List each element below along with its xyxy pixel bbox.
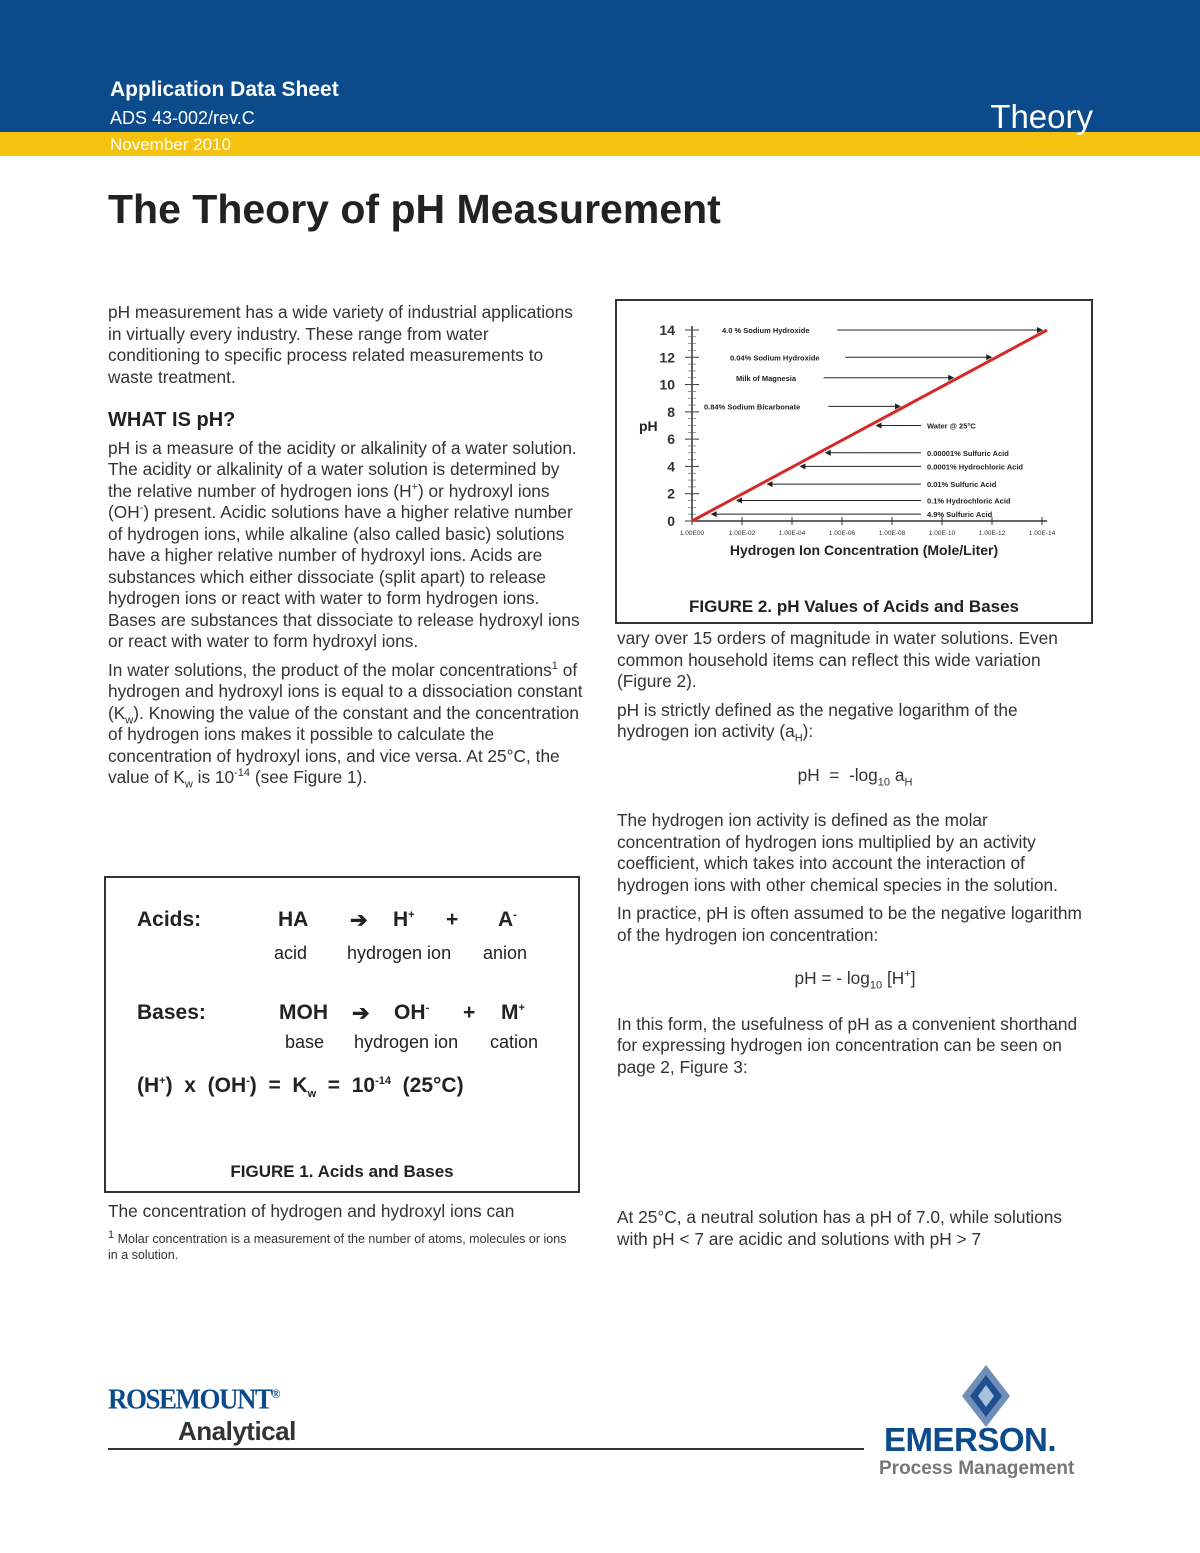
text-run: pH = - log [794,968,870,988]
emerson-logo-text: EMERSON. [884,1421,1057,1458]
annotation-label: 0.84% Sodium Bicarbonate [704,402,801,412]
equation-ph-activity [617,765,1093,787]
hydrogen-ion-caption: hydrogen ion [347,943,452,963]
superscript: -14 [234,767,251,780]
text-run: OH [394,1001,426,1024]
superscript: - [425,1002,430,1014]
acids-anion [498,908,517,932]
superscript: - [246,1075,250,1087]
figure2-caption: FIGURE 2. pH Values of Acids and Bases [688,597,1020,616]
text-run: ) or hydroxyl ions (OH [108,480,550,522]
text-run: H [393,908,409,931]
superscript: + [411,480,418,493]
annotation-label: 0.00001% Sulfuric Acid [927,448,1009,458]
plus-sign: + [463,1001,476,1024]
x-tick-label: 1.00E-14 [1028,530,1056,537]
subscript: w [184,778,193,791]
right-paragraph-1: vary over 15 orders of magnitude in water solutions. Even common household items can reflect this wide variation (Figure 2). [617,628,1058,691]
subscript: w [125,713,134,726]
annotation-label: 4.9% Sulfuric Acid [927,510,993,520]
left-column [108,302,584,796]
right-column [617,628,1093,1085]
acids-ha: HA [278,908,309,931]
y-tick-label: 0 [667,513,675,529]
acid-caption: acid [274,943,308,963]
y-axis-label: pH [639,418,658,434]
text-run: ] [910,968,916,988]
subscript: H [794,732,803,745]
y-tick-label: 14 [659,322,675,338]
text-run: (H [137,1074,160,1097]
bases-oh-ion [394,1001,429,1025]
figure-ph-chart [615,299,1093,624]
text-run: (25°C) [391,1074,464,1097]
annotation-label: Milk of Magnesia [736,373,797,383]
annotation-label: 0.0001% Hydrochloric Acid [927,462,1024,472]
acids-label: Acids: [137,908,202,931]
text-run: A [498,908,514,931]
text-run: ) x (OH [165,1074,247,1097]
what-is-ph-paragraph [108,438,584,653]
emerson-emblem-icon [960,1363,1012,1429]
rosemount-logo [108,1383,279,1416]
analytical-logo-text: Analytical [178,1416,296,1446]
right-paragraph-6: At 25°C, a neutral solution has a pH of 7.0, while solutions with pH < 7 are acidic and solutions with pH > 7 [617,1207,1062,1249]
right-paragraph-4: In practice, pH is often assumed to be the negative logarithm of the hydrogen ion concentration: [617,903,1082,945]
annotation-label: Water @ 25°C [927,421,976,431]
superscript: - [513,909,517,921]
equation-ph-concentration [617,968,1093,990]
x-tick-label: 1.00E-04 [778,530,806,537]
x-tick-label: 1.00E-12 [978,530,1006,537]
x-tick-label: 1.00E-02 [728,530,756,537]
bases-moh: MOH [279,1001,328,1024]
footnote-mark: 1 [108,1228,115,1241]
y-tick-label: 10 [659,376,675,393]
y-tick-label: 8 [667,403,675,420]
registered-mark: ® [271,1386,279,1402]
superscript: + [159,1075,166,1087]
footer-divider [108,1448,864,1450]
x-tick-label: 1.00E-06 [828,530,856,537]
process-management-text: Process Management [879,1458,1075,1479]
section-heading-what-is-ph: WHAT IS pH? [108,409,236,431]
x-tick-label: 1.00E-10 [928,530,956,537]
page-title: The Theory of pH Measurement [108,186,721,232]
bases-cation [501,1001,525,1025]
text-run: In water solutions, the product of the molar concentrations [108,659,552,680]
ph-chart-svg [617,301,1091,593]
right-paragraph-5: In this form, the usefulness of pH as a convenient shorthand for expressing hydrogen ion concentration can be seen on page 2, Figure 3: [617,1013,1078,1077]
logo-text: ROSEMOUNT [108,1383,272,1415]
text-run: = 10 [316,1074,376,1097]
superscript: + [518,1002,525,1014]
annotation-label: 0.1% Hydrochloric Acid [927,496,1011,506]
x-tick-label: 1.00E-08 [878,530,906,537]
cation-caption: cation [490,1032,539,1052]
superscript: -14 [375,1075,391,1087]
text-run: pH is strictly defined as the negative logarithm of the hydrogen ion activity (a [617,699,1018,741]
footnote-ref: 1 [551,659,558,672]
text-run: ): [802,721,814,741]
subscript: 10 [869,979,883,992]
figure1-caption: FIGURE 1. Acids and Bases [230,1162,454,1181]
acids-h-ion [393,908,415,932]
arrow-icon: ➔ [350,909,368,932]
text-run: M [501,1001,519,1024]
intro-paragraph: pH measurement has a wide variety of industrial applications in virtually every industry. These range from water conditioning to specific process related measurements to waste treatment. [108,302,573,387]
superscript: - [139,502,144,515]
dissociation-paragraph [108,660,584,789]
text-run: ) = K [249,1074,308,1097]
text-run: pH is a measure of the acidity or alkalinity of a water solution. The acidity or alkalinity of a water solution is determined by the relative number of hydrogen ions (H [108,437,577,501]
subscript: w [307,1088,317,1101]
continuation-text: The concentration of hydrogen and hydroxyl ions can [108,1201,515,1221]
x-tick-label: 1.00E00 [679,530,705,537]
plus-sign: + [446,908,459,931]
doc-type-label: Application Data Sheet [110,78,339,101]
kw-equation [137,1074,464,1101]
y-tick-label: 2 [667,485,675,502]
doc-date: November 2010 [110,135,231,154]
anion-caption: anion [483,943,528,963]
text-run: pH = -log [797,764,878,785]
y-tick-label: 12 [659,349,675,366]
right-paragraph-2 [617,700,1093,743]
arrow-icon: ➔ [352,1002,370,1025]
text-run: ) present. Acidic solutions have a higher relative number of hydrogen ions, while alkaline (also called basic) solutions have a higher relative number of hydroxyl ions. Acids are substances which either dissociate (split apart) to release hydrogen ions or react with water to form hydrogen ions. Bases are substances that dissociate to release hydroxyl ions or react with water to form hydroxyl ions. [108,502,580,651]
text-run: [H [882,968,905,988]
figure-acids-bases [104,876,580,1193]
right-paragraph-3: The hydrogen ion activity is defined as the molar concentration of hydrogen ions multiplied by an activity coefficient, which takes into account the interaction of hydrogen ions with other chemical species in the solution. [617,810,1058,895]
text-run: a [890,764,905,785]
annotation-label: 0.01% Sulfuric Acid [927,480,997,490]
doc-code: ADS 43-002/rev.C [110,108,255,128]
text-run: is 10 [192,767,235,787]
subscript: H [904,775,913,788]
y-tick-label: 4 [667,458,675,475]
annotation-label: 0.04% Sodium Hydroxide [730,353,820,363]
hydrogen-ion-caption: hydrogen ion [354,1032,459,1052]
text-run: (see Figure 1). [250,767,368,787]
annotation-label: 4.0 % Sodium Hydroxide [722,326,810,335]
superscript: + [904,968,911,981]
subscript: 10 [877,775,891,788]
footnote [108,1228,578,1263]
x-axis-label: Hydrogen Ion Concentration (Mole/Liter) [729,542,999,558]
base-caption: base [285,1032,325,1052]
section-label: Theory [990,98,1093,135]
bases-label: Bases: [137,1001,206,1024]
y-tick-label: 6 [667,431,675,448]
text-run: ). Knowing the value of the constant and the concentration of hydrogen ions makes it possible to calculate the concentration of hydroxyl ions, and vice versa. At 25°C, the value of K [108,702,580,787]
superscript: + [408,909,415,921]
footnote-text: Molar concentration is a measurement of the number of atoms, molecules or ions in a solution. [108,1232,567,1262]
text-run: of hydrogen and hydroxyl ions is equal to a dissociation constant (K [108,659,583,723]
